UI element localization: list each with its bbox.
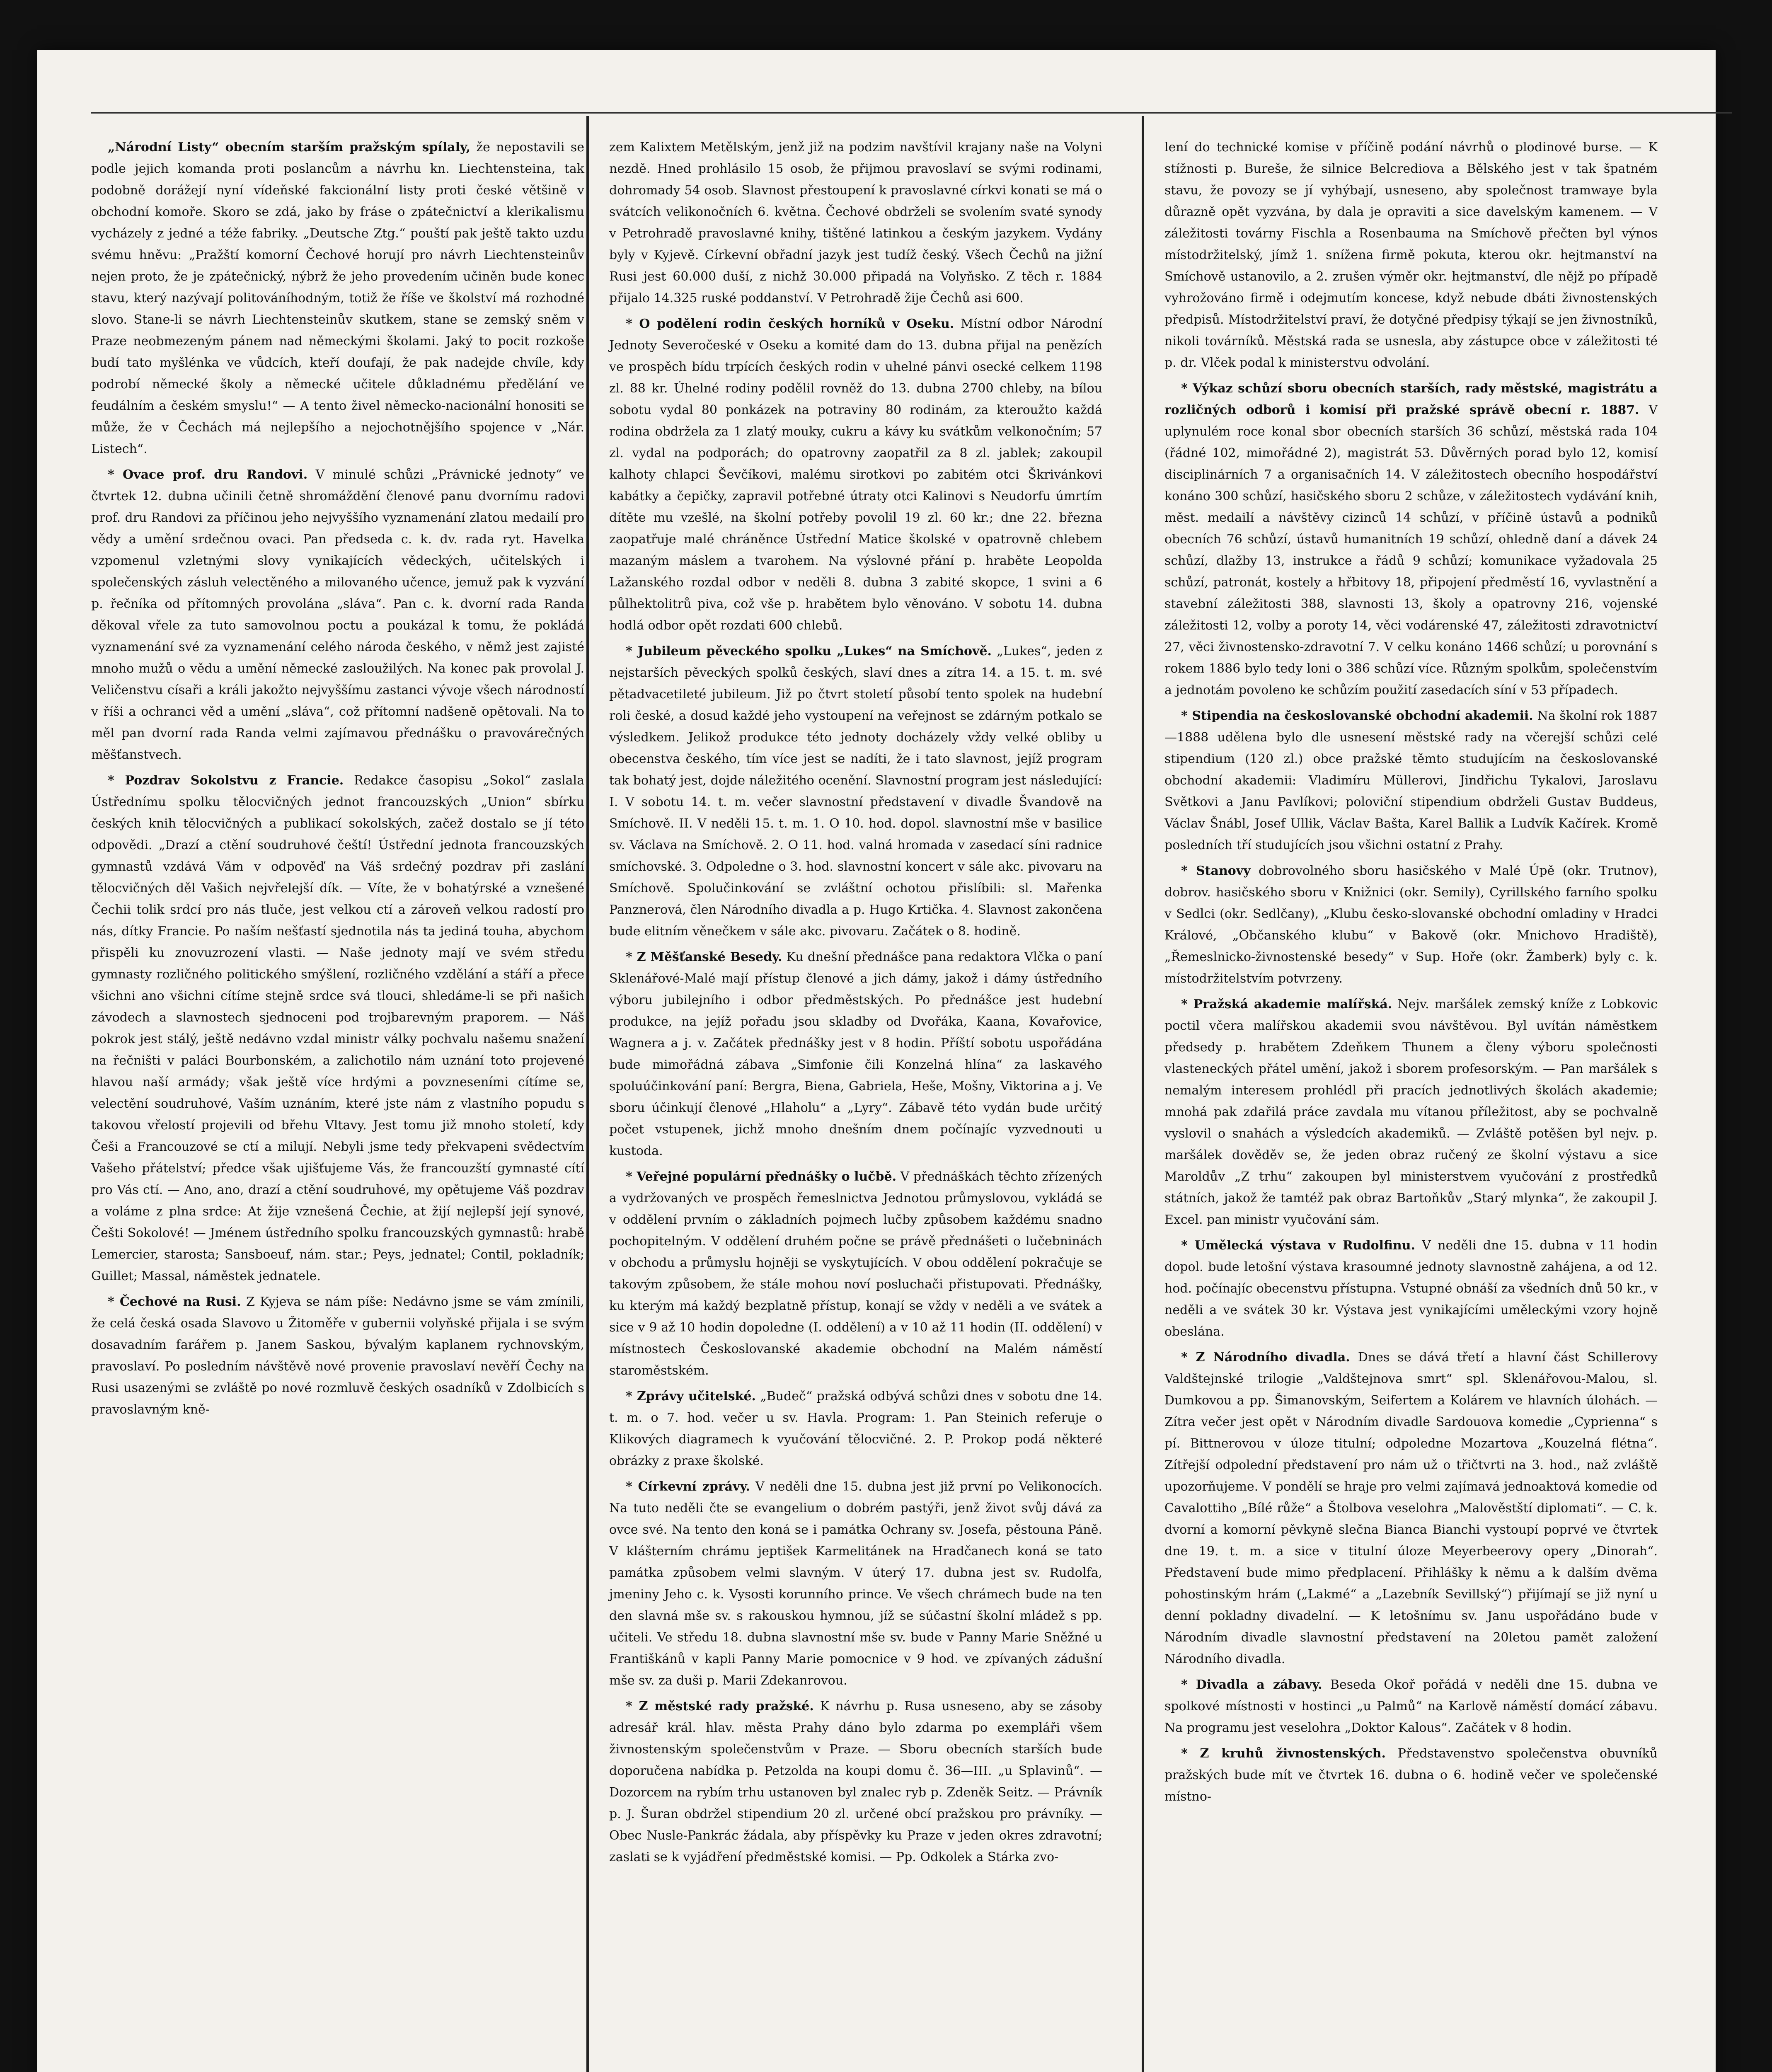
article-paragraph <box>1164 705 1658 856</box>
article-body: V neděli dne 15. dubna jest již první po Velikonocích. Na tuto neděli čte se evangelium o dobrém pastýři, jenž život svůj dává za ovce své. Na tento den koná se i památka Ochrany sv. Josefa, pěstouna Páně. V klášterním chrámu jeptišek Karmelitánek na Hradčanech koná se tato památka způsobem velmi slavným. V úterý 17. dubna jest sv. Rudolfa, jmeniny Jeho c. k. Vysosti korunního prince. Ve všech chrámech bude na ten den slavná mše sv. s rakouskou hymnou, jíž se súčastní školní mládež s pp. učiteli. Ve středu 18. dubna slavnostní mše sv. bude v Panny Marie Sněžné u Františkánů v kapli Panny Marie pomocnice v 9 hod. ve zpívaných zádušní mše sv. za duši p. Marii Zdekanrovou. <box>609 1479 1103 1688</box>
article-body: že nepostavili se podle jejich komanda proti poslancům a návrhu kn. Liechtensteina, tak podobně dorážejí nyní vídeňské fakcionální listy proti české většině v obchodní komoře. Skoro se zdá, jako by fráse o zpátečnictví a klerikalismu vycházely z jedné a téže fabriky. „Deutsche Ztg.“ pouští pak ještě takto uzdu svému hněvu: „Pražští komorní Čechové horují pro návrh Liechtensteinův nejen proto, že je zpátečnický, nýbrž že jeho provedením učiněn bude konec stavu, který nazývají politováníhodným, totiž že říše ve školství má rozhodné slovo. Stane-li se návrh Liechtensteinův skutkem, stane se zemský sněm v Praze neobmezeným pánem nad německými školami. Jaký to pocit rozkoše budí tato myšlénka ve vůdcích, kteří doufají, že pak nadejde chvíle, kdy podrobí německé školy a německé učitele důkladnému předělání ve feudálním a českém smyslu!“ — A tento živel německo-nacionální honositi se může, že v Čechách má nejlepšího a nejochotnějšího spojence v „Nár. Listech“. <box>91 140 585 456</box>
article-paragraph <box>1164 1347 1658 1670</box>
article-heading: * Stipendia na českoslovanské obchodní akademii. <box>1181 709 1533 723</box>
article-body: Dnes se dává třetí a hlavní část Schillerovy Valdštejnské trilogie „Valdštejnova smrt“ spl. Sklenářovou-Malou, sl. Dumkovou a pp. Šimanovským, Seifertem a Kolárem ve hlavních úlohách. — Zítra večer jest opět v Národním divadle Sardouova komedie „Cyprienna“ s pí. Bittnerovou v úloze titulní; odpoledne Mozartova „Kouzelná flétna“. Zítřejší odpolední představení pro nám už o třičtvrti na 3. hod., naž zvláště upozorňujeme. V pondělí se hraje pro velmi zajímavá jednoaktová komedie od Cavalottiho „Bílé růže“ a Štolbova veselohra „Malověstští diplomati“. — C. k. dvorní a komorní pěvkyně slečna Bianca Bianchi vystoupí poprvé ve čtvrtek dne 19. t. m. a sice v titulní úloze Meyerbeerovy opery „Dinorah“. Představení bude mimo předplacení. Přihlášky k němu a k dalším dvěma pohostinským hrám („Lakmé“ a „Lazebník Sevillský“) přijímají se již nyní u denní pokladny divadelní. — K letošnímu sv. Janu uspořádáno bude v Národním divadle slavnostní představení na 20letou pamět založení Národního divadla. <box>1164 1350 1658 1666</box>
article-paragraph <box>609 1166 1102 1382</box>
article-body: V uplynulém roce konal sbor obecních starších 36 schůzí, městská rada 104 (řádné 102, mimořádné 2), magistrát 53. Důvěrných porad bylo 12, komisí disciplinárních 7 a organisačních 14. V záležitostech obecního hospodářství konáno 300 schůzí, hasičského sboru 2 schůze, v záležitostech vydávání knih, měst. medailí a návštěvy cizinců 14 schůzí, v příčině ústavů a podniků obecních 76 schůzí, ústavů humanitních 19 schůzí, ohledně daní a dávek 24 schůzí, dlažby 13, instrukce a řádů 9 schůzí; komunikace vyžadovala 25 schůzí, patronát, kostely a hřbitovy 18, připojení předměstí 16, vyvlastnění a stavební záležitosti 388, slavnosti 13, školy a opatrovny 216, vojenské záležitosti 12, volby a poroty 14, věci vodárenské 47, záležitosti zdravotnictví 27, věci živnostensko-zdravotní 7. V celku konáno 1466 schůzí; u porovnání s rokem 1886 bylo tedy loni o 386 schůzí více. Různým spolkům, společenstvím a jednotám povoleno ke schůzím použití zasedacích síní v 53 případech. <box>1164 403 1658 697</box>
article-heading: * Umělecká výstava v Rudolfinu. <box>1181 1238 1415 1253</box>
column-rule-2 <box>1142 116 1144 2072</box>
article-body: K návrhu p. Rusa usneseno, aby se zásoby adresář král. hlav. města Prahy dáno bylo zdarma po exempláři všem živnostenským společenstvům v Praze. — Sboru obecních starších bude doporučena nabídka p. Petzolda na koupi domu č. 36—III. „u Splavinů“. — Dozorcem na rybím trhu ustanoven byl znalec ryb p. Zdeněk Seitz. — Právník p. J. Šuran obdržel stipendium 20 zl. určené obcí pražskou pro právníky. — Obec Nusle-Pankrác žádala, aby příspěvky ku Praze v jeden okres zdravotní; zaslati se k vyjádření předměstské komisi. — Pp. Odkolek a Stárka zvo- <box>609 1699 1102 1864</box>
article-heading: * Z městské rady pražské. <box>626 1699 814 1714</box>
article-body: lení do technické komise v příčině podání návrhů o plodinové burse. — K stížnosti p. Bureše, že silnice Belcrediova a Bělského jest v tak špatném stavu, že povozy se jí vyhýbají, usneseno, aby společnost tramwaye byla důrazně opět vyzvána, by dala je opraviti a sice davelským kamenem. — V záležitosti továrny Fischla a Rosenbauma na Smíchově přečten byl výnos místodržitelský, jímž 1. snížena firmě pokuta, kterou okr. hejtmanství na Smíchově ustanovilo, a 2. zrušen výměr okr. hejtmanství, dle nějž po případě vyhrožováno firmě i odejmutím koncese, když nebude dbáti živnostenských předpisů. Místodržitelství praví, že dotyčné předpisy týkají se jen živnostníků, nikoli továrníků. Městská rada se usnesla, aby zástupce obce v záležitosti té p. dr. Vlček podal k ministerstvu odvolání. <box>1164 140 1658 370</box>
article-paragraph <box>609 1386 1102 1472</box>
article-heading: „Národní Listy“ obecním starším pražským spílaly, <box>108 140 471 155</box>
article-heading: * O podělení rodin českých horníků v Oseku. <box>626 317 954 331</box>
article-heading: * Z Národního divadla. <box>1181 1350 1350 1365</box>
article-heading: * Divadla a zábavy. <box>1181 1677 1322 1692</box>
article-paragraph <box>1164 137 1658 374</box>
article-paragraph <box>609 1476 1102 1692</box>
article-paragraph <box>609 137 1102 309</box>
article-body: Nejv. maršálek zemský kníže z Lobkovic poctil včera malířskou akademii svou návštěvou. Byl uvítán náměstkem předsedy p. hrabětem Zdeňkem Thunem a členy výboru společnosti vlasteneckých přátel umění, jakož i sborem profesorským. — Pan maršálek s nemalým interesem prohlédl při pracích jednotlivých školách akademie; mnohá pak zdařilá práce zavdala mu vítanou příležitost, aby se pochvalně vyslovil o snahách a výsledcích akademiků. — Zvláště potěšen byl nejv. p. maršálek dověděv se, že jeden obraz ručený ze školní výstavu a sice Maroldův „Z trhu“ zakoupen byl ministerstvem vyučování z prostředků státních, jakož že tamtéž pak obraz Bartoňkův „Starý mlynka“, že zakoupil J. Excel. pan ministr vyučování sám. <box>1164 997 1658 1227</box>
article-heading: * Výkaz schůzí sboru obecních starších, rady městské, magistrátu a rozličných odborů i komisí při pražské správě obecní r. 1887. <box>1164 381 1658 417</box>
article-heading: * Ovace prof. dru Randovi. <box>108 467 308 482</box>
article-heading: * Stanovy <box>1181 864 1251 878</box>
article-paragraph <box>609 946 1102 1162</box>
article-heading: * Veřejné populární přednášky o lučbě. <box>626 1169 897 1184</box>
article-body: „Lukes“, jeden z nejstarších pěveckých spolků českých, slaví dnes a zítra 14. a 15. t. m. své pětadvacetileté jubileum. Již po čtvrt století působí tento spolek na hudební roli české, a dosud každé jeho vystoupení na veřejnost se zdárným potkalo se výsledkem. Jelikož produkce této jednoty docházely vždy velké obliby u obecenstva českého, tím více jest se nadíti, že i tato slavnost, jejíž program tak bohatý jest, dojde náležitého ocenění. Slavnostní program jest následující: I. V sobotu 14. t. m. večer slavnostní představení v divadle Švandově na Smíchově. II. V neděli 15. t. m. 1. O 10. hod. dopol. slavnostní mše v basilice sv. Václava na Smíchově. 2. O 11. hod. valná hromada v zasedací síni radnice smíchovské. 3. Odpoledne o 3. hod. slavnostní koncert v sále akc. pivovaru na Smíchově. Spolučinkování se zvláštní ochotou přislíbili: sl. Mařenka Panznerová, člen Národního divadla a p. Hugo Krtička. 4. Slavnost zakončena bude elitním věnečkem v sále akc. pivovaru. Začátek o 8. hodině. <box>609 644 1102 939</box>
article-heading: * Jubileum pěveckého spolku „Lukes“ na Smíchově. <box>626 644 992 658</box>
article-paragraph <box>609 641 1102 942</box>
article-body: V přednáškách těchto zřízených a vydržovaných ve prospěch řemeslnictva Jednotou průmyslovou, vykládá se v oddělení prvním o základních pojmech lučby způsobem každému snadno pochopitelným. V oddělení druhém počne se právě přednášeti o lučebninách v obchodu a průmyslu hojněji se vyskytujících. V obou oddělení pokračuje se takovým způsobem, že stále mohou noví posluchači přistupovati. Přednášky, ku kterým má každý bezplatně přístup, konají se vždy v neděli a ve svátek a sice v 9 až 10 hodin dopoledne (I. oddělení) a v 10 až 11 hodin (II. oddělení) v místnostech Českoslovanské akademie obchodní na Malém náměstí staroměstském. <box>609 1169 1102 1378</box>
article-body: Ku dnešní přednášce pana redaktora Vlčka o paní Sklenářové-Malé mají přístup členové a jich dámy, jakož i dámy ústředního výboru jubilejního i odbor předměstských. Po přednášce jest hudební produkce, na jejíž pořadu jsou skladby od Dvořáka, Kaana, Kovařovice, Wagnera a j. v. Začátek přednášky jest v 8 hodin. Příští sobotu uspořádána bude mimořádná zábava „Simfonie čili Konzelná hlína“ za laskavého spoluúčinkování paní: Bergra, Biena, Gabriela, Heše, Mošny, Viktorina a j. Ve sboru účinkují členové „Hlaholu“ a „Lyry“. Zábavě této vydán bude určitý počet vstupenek, jichž mnoho dnešním dnem počínajíc vyzvednouti u kustoda. <box>609 950 1102 1158</box>
article-body: zem Kalixtem Metělským, jenž již na podzim navštívil krajany naše na Volyni nezdě. Hned prohlásilo 15 osob, že přijmou pravoslaví se svými rodinami, dohromady 54 osob. Slavnost přestoupení k pravoslavné církvi konati se má o svátcích velikonočních 6. května. Čechové obdrželi se svolením svaté synody v Petrohradě pravoslavné knihy, tištěné latinkou a českým jazykem. Vydány byly v Kyjevě. Církevní obřadní jazyk jest tudíž český. Všech Čechů na jižní Rusi jest 60.000 duší, z nichž 30.000 připadá na Volyňsko. Z těch r. 1884 přijalo 14.325 ruské poddanství. V Petrohradě žije Čechů asi 600. <box>609 140 1102 305</box>
article-paragraph <box>1164 1235 1658 1343</box>
article-heading: * Pozdrav Sokolstvu z Francie. <box>108 773 344 788</box>
article-body: Beseda Okoř pořádá v neděli dne 15. dubna ve spolkové místnosti v hostinci „u Palmů“ na Karlově náměstí domácí zábavu. Na programu jest veselohra „Doktor Kalous“. Začátek v 8 hodin. <box>1164 1677 1658 1735</box>
article-paragraph <box>91 1291 584 1421</box>
article-body: V neděli dne 15. dubna v 11 hodin dopol. bude letošní výstava krasoumné jednoty slavnostně zahájena, a od 12. hod. počínajíc obecenstvu přístupna. Vstupné obnáší za všedních dnů 50 kr., v neděli a ve svátek 30 kr. Výstava jest vynikajícími uměleckými vzory hojně obeslána. <box>1164 1238 1658 1339</box>
article-heading: * Čechové na Rusi. <box>108 1295 241 1309</box>
article-paragraph <box>1164 1674 1658 1739</box>
article-paragraph <box>609 1696 1102 1868</box>
article-body: Na školní rok 1887—1888 udělena bylo dle usnesení městské rady na včerejší schůzi celé stipendium (120 zl.) obce pražské těmto studujícím na českoslovanské obchodní akademii: Vladimíru Müllerovi, Jindřichu Tykalovi, Jaroslavu Světkovi a Janu Pavlíkovi; poloviční stipendium obdrželi Gustav Buddeus, Václav Šnábl, Josef Ullik, Václav Bašta, Karel Ballik a Ludvík Kačírek. Kromě posledních tří studujících jsou všichni ostatní z Prahy. <box>1164 709 1658 852</box>
article-heading: * Z Měšťanské Besedy. <box>626 950 782 964</box>
column-3 <box>1164 137 1658 1812</box>
article-paragraph <box>91 464 584 766</box>
column-rule-1 <box>586 116 589 2072</box>
article-paragraph <box>91 770 584 1287</box>
article-body: Redakce časopisu „Sokol“ zaslala Ústřednímu spolku tělocvičných jednot francouzských „Union“ sbírku českých knih tělocvičných a publikací sokolských, začež dostalo se jí této odpovědi. „Drazí a ctění soudruhové čeští! Ústřední jednota francouzských gymnastů vzdává Vám v odpověď na Váš srdečný pozdrav při zaslání tělocvičných děl Vašich nejvřelejší dík. — Víte, že v bohatýrské a vznešené Čechii tolik srdcí pro nás tluče, jest velkou ctí a zároveň velkou radostí pro nás, dítky Francie. Po naším nešťastí sjednotila nás ta jediná touha, abychom přispěli ku znovuzrození vlasti. — Naše jednoty mají ve svém středu gymnasty rozličného politického smýšlení, rozličného vzdělání a stáří a přece všichni ano všichni cítíme stejně srdce svá tlouci, shledáme-li se při našich závodech a slavnostech sjednoceni pod trojbarevným praporem. — Náš pokrok jest stálý, ještě nedávno vzdal ministr války pochvalu našemu snažení na řečništi v paláci Bourbonském, a zalichotilo nám uznání toto projevené hlavou naší armády; však ještě více hrdými a povzneseními cítíme se, velectění soudruhové, Vaším uznáním, které jste nám z vlastního popudu s takovou vřelostí projevili od břehu Vltavy. Jest tomu již mnoho století, kdy Češi a Francouzové se ctí a milují. Nebyli jsme tedy překvapeni svědectvím Vašeho přátelství; předce však ujišťujeme Vás, že francouzští gymnasté cítí pro Vás ctí. — Ano, ano, drazí a ctění soudruhové, my opětujeme Váš pozdrav a voláme z plna srdce: At žije vznešená Čechie, at žijí nejlepší její synové, Češti Sokolové! — Jménem ústředního spolku francouzských gymnastů: hrabě Lemercier, starosta; Sansboeuf, nám. star.; Peys, jednatel; Contil, pokladník; Guillet; Massal, náměstek jednatele. <box>91 773 584 1283</box>
article-heading: * Církevní zprávy. <box>626 1479 750 1494</box>
article-paragraph <box>1164 378 1658 701</box>
article-body: Představenstvo společenstva obuvníků pražských bude mít ve čtvrtek 16. dubna o 6. hodině večer ve společenské místno- <box>1164 1746 1658 1804</box>
column-2 <box>609 137 1102 1872</box>
article-heading: * Pražská akademie malířská. <box>1181 997 1392 1012</box>
top-edge-rule <box>91 112 1732 114</box>
article-body: Místní odbor Národní Jednoty Severočeské v Oseku a komité dam do 13. dubna přijal na penězích ve prospěch bídu trpících českých rodin v uhelné pánvi osecké celkem 1198 zl. 88 kr. Úhelné rodiny podělil rovněž do 13. dubna 2700 chleby, na bílou sobotu vydal 80 ponkázek na potraviny 80 rodinám, za kteroužto každá rodina obdržela za 1 zlatý mouky, cukru a kávy ku svátkům velkonočním; 57 zl. vydal na podporách; do opatrovny zaopatřil za 8 zl. jablek; zakoupil kalhoty chlapci Ševčíkovi, malému sirotkovi po zabitém otci Škrivánkovi kabátky a čepičky, zapravil potřebné útraty otci Kalinovi s Neudorfu úmrtím dítěte mu vzešlé, na školní potřeby povolil 19 zl. 60 kr.; dne 22. března zaopatřuje malé chráněnce Ústřední Matice školské v opatrovně chlebem mazaným máslem a tvarohem. Na výslovné přání p. hraběte Leopolda Lažanského rozdal odbor v neděli 8. dubna 3 zabité skopce, 1 svini a 6 půlhektolitrů piva, což vše p. hrabětem bylo věnováno. V sobotu 14. dubna hodlá odbor opět rozdati 600 chlebů. <box>609 317 1102 633</box>
column-1 <box>91 137 584 1425</box>
article-heading: * Zprávy učitelské. <box>626 1389 756 1404</box>
article-heading: * Z kruhů živnostenských. <box>1181 1746 1386 1761</box>
article-body: „Budeč“ pražská odbývá schůzi dnes v sobotu dne 14. t. m. o 7. hod. večer u sv. Havla. Program: 1. Pan Steinich referuje o Klikových diagramech k vyučování tělocvičné. 2. P. Prokop podá některé obrázky z praxe školské. <box>609 1389 1102 1468</box>
article-body: dobrovolného sboru hasičského v Malé Úpě (okr. Trutnov), dobrov. hasičského sboru v Knižnici (okr. Semily), Cyrillského farního spolku v Sedlci (okr. Sedlčany), „Klubu česko-slovanské obchodní omladiny v Hradci Králové, „Občanského klubu“ v Bakově (okr. Mnichovo Hradiště), „Řemeslnicko-živnostenské besedy“ v Sup. Hoře (okr. Žamberk) byly c. k. místodržitelstvím potvrzeny. <box>1164 864 1658 986</box>
newspaper-page-scan <box>37 50 1716 2072</box>
article-paragraph <box>91 137 584 460</box>
article-body: Z Kyjeva se nám píše: Nedávno jsme se vám zmínili, že celá česká osada Slavovo u Žitoměře v gubernii volyňské přijala i se svým dosavadním farářem p. Janem Saskou, bývalým kaplanem rychnovským, pravoslaví. Po posledním návštěvě nové provenie pravoslaví nevěří Čechy na Rusi usazenými se zvláště po nové rozmluvě českých osadníků v Zdolbicích s pravoslavným kně- <box>91 1295 584 1417</box>
article-paragraph <box>1164 1743 1658 1808</box>
article-body: V minulé schůzi „Právnické jednoty“ ve čtvrtek 12. dubna učinili četně shromáždění členové panu dvornímu radovi prof. dru Randovi za příčinou jeho nejvyššího vyznamenání zlatou medailí pro vědy a umění srdečnou ovaci. Pan předseda c. k. dv. rada ryt. Havelka vzpomenul vzletnými slovy vynikajících vědeckých, učitelských i společenských zásluh velectěného a milovaného učence, jemuž pak k vyzvání p. řečníka od přítomných provolána „sláva“. Pan c. k. dvorní rada Randa děkoval vřele za tuto samovolnou poctu a poukázal k tomu, že pokládá vyznamenání své za vyznamenání celého národa českého, v němž jest zajisté mnoho mužů o vědu a umění německé zasloužilých. Na konec pak provolal J. Veličenstvu císaři a králi jakožto nejvyššímu zastanci vývoje všech národností v říši a ochranci věd a umění „sláva“, což přítomní nadšeně opětovali. Na to měl pan dvorní rada Randa velmi zajímavou přednášku o pravovárečných měšťanstvech. <box>91 467 584 762</box>
article-paragraph <box>609 313 1102 637</box>
article-paragraph <box>1164 860 1658 990</box>
article-paragraph <box>1164 994 1658 1231</box>
